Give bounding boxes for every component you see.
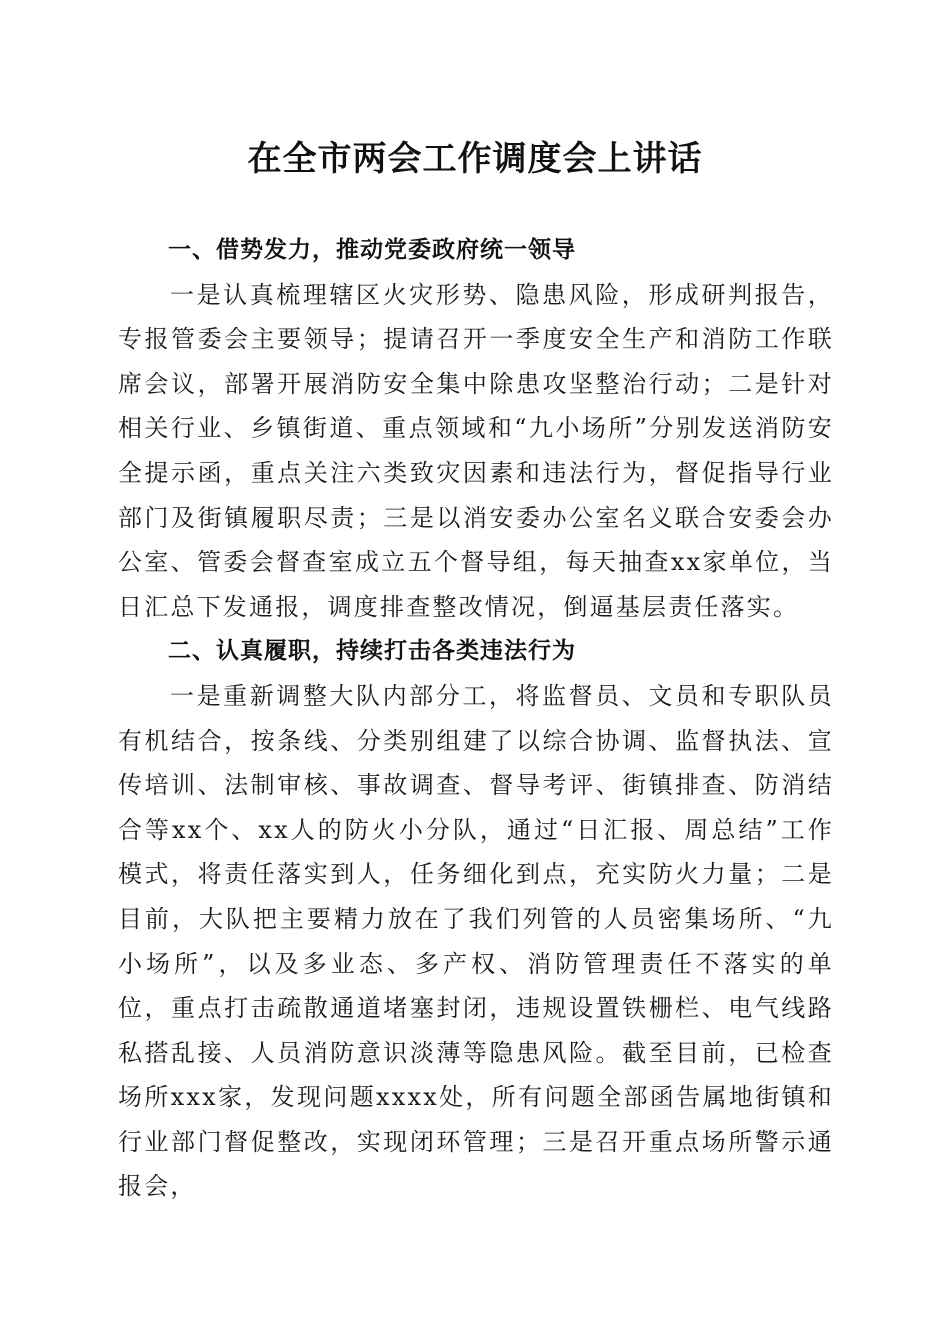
section-heading: 一、借势发力，推动党委政府统一领导 xyxy=(168,237,576,263)
section-paragraph: 一是认真梳理辖区火灾形势、隐患风险，形成研判报告，专报管委会主要领导；提请召开一季度安全生产和消防工作联席会议，部署开展消防安全集中除患攻坚整治行动；二是针对相关行业、乡镇街道、重点领域和“九小场所”分别发送消防安全提示函，重点关注六类致灾因素和违法行为，督促指导行业部门及街镇履职尽责；三是以消安委办公室名义联合安委会办公室、管委会督查室成立五个督导组，每天抽查xx家单位，当日汇总下发通报，调度排查整改情况，倒逼基层责任落实。 xyxy=(118,280,834,621)
document-title: 在全市两会工作调度会上讲话 xyxy=(247,139,703,179)
document-body xyxy=(118,228,834,1209)
section-heading: 二、认真履职，持续打击各类违法行为 xyxy=(168,638,576,665)
section-paragraph: 一是重新调整大队内部分工，将监督员、文员和专职队员有机结合，按条线、分类别组建了以综合协调、监督执法、宣传培训、法制审核、事故调查、督导考评、街镇排查、防消结合等xx个、xx人的防火小分队，通过“日汇报、周总结”工作模式，将责任落实到人，任务细化到点，充实防火力量；二是目前，大队把主要精力放在了我们列管的人员密集场所、“九小场所”，以及多业态、多产权、消防管理责任不落实的单位，重点打击疏散通道堵塞封闭，违规设置铁栅栏、电气线路私搭乱接、人员消防意识淡薄等隐患风险。截至目前，已检查场所xxx家，发现问题xxxx处，所有问题全部函告属地街镇和行业部门督促整改，实现闭环管理；三是召开重点场所警示通报会， xyxy=(118,681,834,1201)
